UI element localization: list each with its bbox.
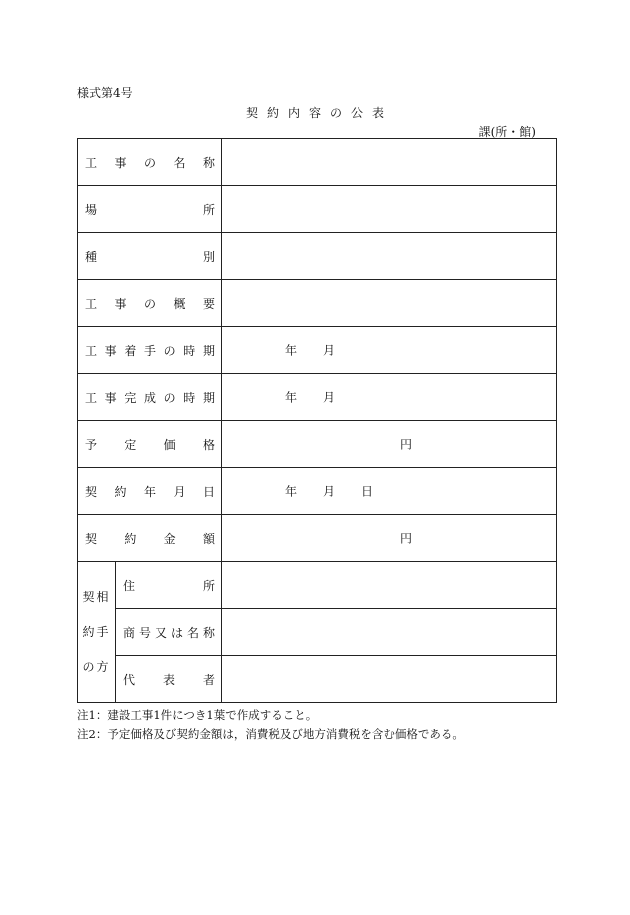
notes bbox=[77, 706, 464, 744]
label-char: 称 bbox=[203, 155, 216, 170]
label-char: 成 bbox=[143, 390, 156, 405]
label-char: 住 bbox=[123, 578, 136, 593]
label-char: 予 bbox=[85, 437, 98, 452]
note-item: 注2：予定価格及び契約金額は，消費税及び地方消費税を含む価格である。 bbox=[77, 727, 464, 741]
label-char: 年 bbox=[144, 484, 157, 499]
party-group-label bbox=[78, 562, 116, 703]
department-label: 課(所・館) bbox=[478, 125, 536, 139]
note-item: 注1：建設工事1件につき1葉で作成すること。 bbox=[77, 708, 318, 722]
label-contract-amount bbox=[78, 515, 222, 562]
value-location[interactable] bbox=[222, 186, 557, 233]
value-start-period[interactable] bbox=[222, 327, 557, 374]
label-completion-period bbox=[78, 374, 222, 421]
row-party-company bbox=[78, 609, 557, 656]
row-party-representative bbox=[78, 656, 557, 703]
value-party-representative[interactable] bbox=[222, 656, 557, 703]
label-contract-date bbox=[78, 468, 222, 515]
row-estimated-price bbox=[78, 421, 557, 468]
party-label-line: 契相 bbox=[82, 589, 111, 604]
label-project-name bbox=[78, 139, 222, 186]
row-party-address bbox=[78, 562, 557, 609]
label-char: 事 bbox=[114, 155, 127, 170]
row-project-name bbox=[78, 139, 557, 186]
label-char: 事 bbox=[104, 343, 117, 358]
label-char: 額 bbox=[202, 531, 215, 546]
label-char: 手 bbox=[143, 343, 156, 358]
row-start-period bbox=[78, 327, 557, 374]
label-char: 概 bbox=[173, 296, 186, 311]
year-unit: 年 bbox=[285, 343, 298, 358]
label-char: 場 bbox=[85, 202, 98, 217]
label-char: 期 bbox=[202, 343, 215, 358]
label-party-company bbox=[116, 609, 222, 656]
label-char: 約 bbox=[124, 531, 137, 546]
row-contract-amount bbox=[78, 515, 557, 562]
label-char: 名 bbox=[173, 155, 186, 170]
label-char: 表 bbox=[163, 672, 176, 687]
value-contract-date[interactable] bbox=[222, 468, 557, 515]
label-char: 所 bbox=[203, 578, 216, 593]
month-unit: 月 bbox=[323, 390, 336, 405]
label-char: 格 bbox=[202, 437, 215, 452]
page-title: 契約内容の公表 bbox=[245, 106, 393, 120]
label-overview bbox=[78, 280, 222, 327]
contract-disclosure-table bbox=[77, 138, 557, 703]
label-char: 別 bbox=[203, 249, 216, 264]
value-estimated-price[interactable] bbox=[222, 421, 557, 468]
month-unit: 月 bbox=[323, 343, 336, 358]
label-type bbox=[78, 233, 222, 280]
label-char: 要 bbox=[203, 296, 216, 311]
label-party-representative bbox=[116, 656, 222, 703]
value-contract-amount[interactable] bbox=[222, 515, 557, 562]
label-char: 事 bbox=[114, 296, 127, 311]
label-char: 金 bbox=[163, 531, 176, 546]
row-location bbox=[78, 186, 557, 233]
row-overview bbox=[78, 280, 557, 327]
year-unit: 年 bbox=[285, 484, 298, 499]
label-char: 商 bbox=[123, 625, 136, 640]
label-start-period bbox=[78, 327, 222, 374]
label-char: 時 bbox=[183, 343, 196, 358]
label-char: 工 bbox=[85, 390, 98, 405]
label-char: 月 bbox=[173, 484, 186, 499]
month-unit: 月 bbox=[323, 484, 336, 499]
row-contract-date bbox=[78, 468, 557, 515]
label-char: 号 bbox=[139, 625, 152, 640]
label-location bbox=[78, 186, 222, 233]
label-char: 価 bbox=[163, 437, 176, 452]
label-char: 約 bbox=[114, 484, 127, 499]
year-unit: 年 bbox=[285, 390, 298, 405]
yen-unit: 円 bbox=[400, 531, 413, 546]
label-char: 工 bbox=[85, 343, 98, 358]
yen-unit: 円 bbox=[400, 437, 413, 452]
party-label-line: の方 bbox=[82, 659, 111, 674]
label-char: の bbox=[144, 296, 157, 311]
label-char: 着 bbox=[124, 343, 137, 358]
row-type bbox=[78, 233, 557, 280]
day-unit: 日 bbox=[361, 484, 374, 499]
label-char: 期 bbox=[202, 390, 215, 405]
value-completion-period[interactable] bbox=[222, 374, 557, 421]
label-char: 又 bbox=[155, 625, 168, 640]
label-char: 者 bbox=[203, 672, 216, 687]
label-char: の bbox=[163, 343, 176, 358]
value-party-address[interactable] bbox=[222, 562, 557, 609]
label-char: 契 bbox=[85, 531, 98, 546]
label-char: 工 bbox=[85, 155, 98, 170]
label-char: 契 bbox=[85, 484, 98, 499]
value-project-name[interactable] bbox=[222, 139, 557, 186]
label-char: の bbox=[163, 390, 176, 405]
label-char: 工 bbox=[85, 296, 98, 311]
label-estimated-price bbox=[78, 421, 222, 468]
party-label-line: 約手 bbox=[82, 624, 111, 639]
label-char: 所 bbox=[203, 202, 216, 217]
label-char: は bbox=[171, 625, 184, 640]
value-party-company[interactable] bbox=[222, 609, 557, 656]
value-overview[interactable] bbox=[222, 280, 557, 327]
label-char: 称 bbox=[203, 625, 216, 640]
label-char: 日 bbox=[203, 484, 216, 499]
label-char: 名 bbox=[187, 625, 200, 640]
form-number: 様式第4号 bbox=[77, 86, 133, 100]
label-char: 完 bbox=[124, 390, 137, 405]
label-char: 時 bbox=[183, 390, 196, 405]
label-char: 種 bbox=[85, 249, 98, 264]
value-type[interactable] bbox=[222, 233, 557, 280]
label-char: の bbox=[144, 155, 157, 170]
label-char: 代 bbox=[123, 672, 136, 687]
label-party-address bbox=[116, 562, 222, 609]
label-char: 定 bbox=[124, 437, 137, 452]
row-completion-period bbox=[78, 374, 557, 421]
label-char: 事 bbox=[104, 390, 117, 405]
